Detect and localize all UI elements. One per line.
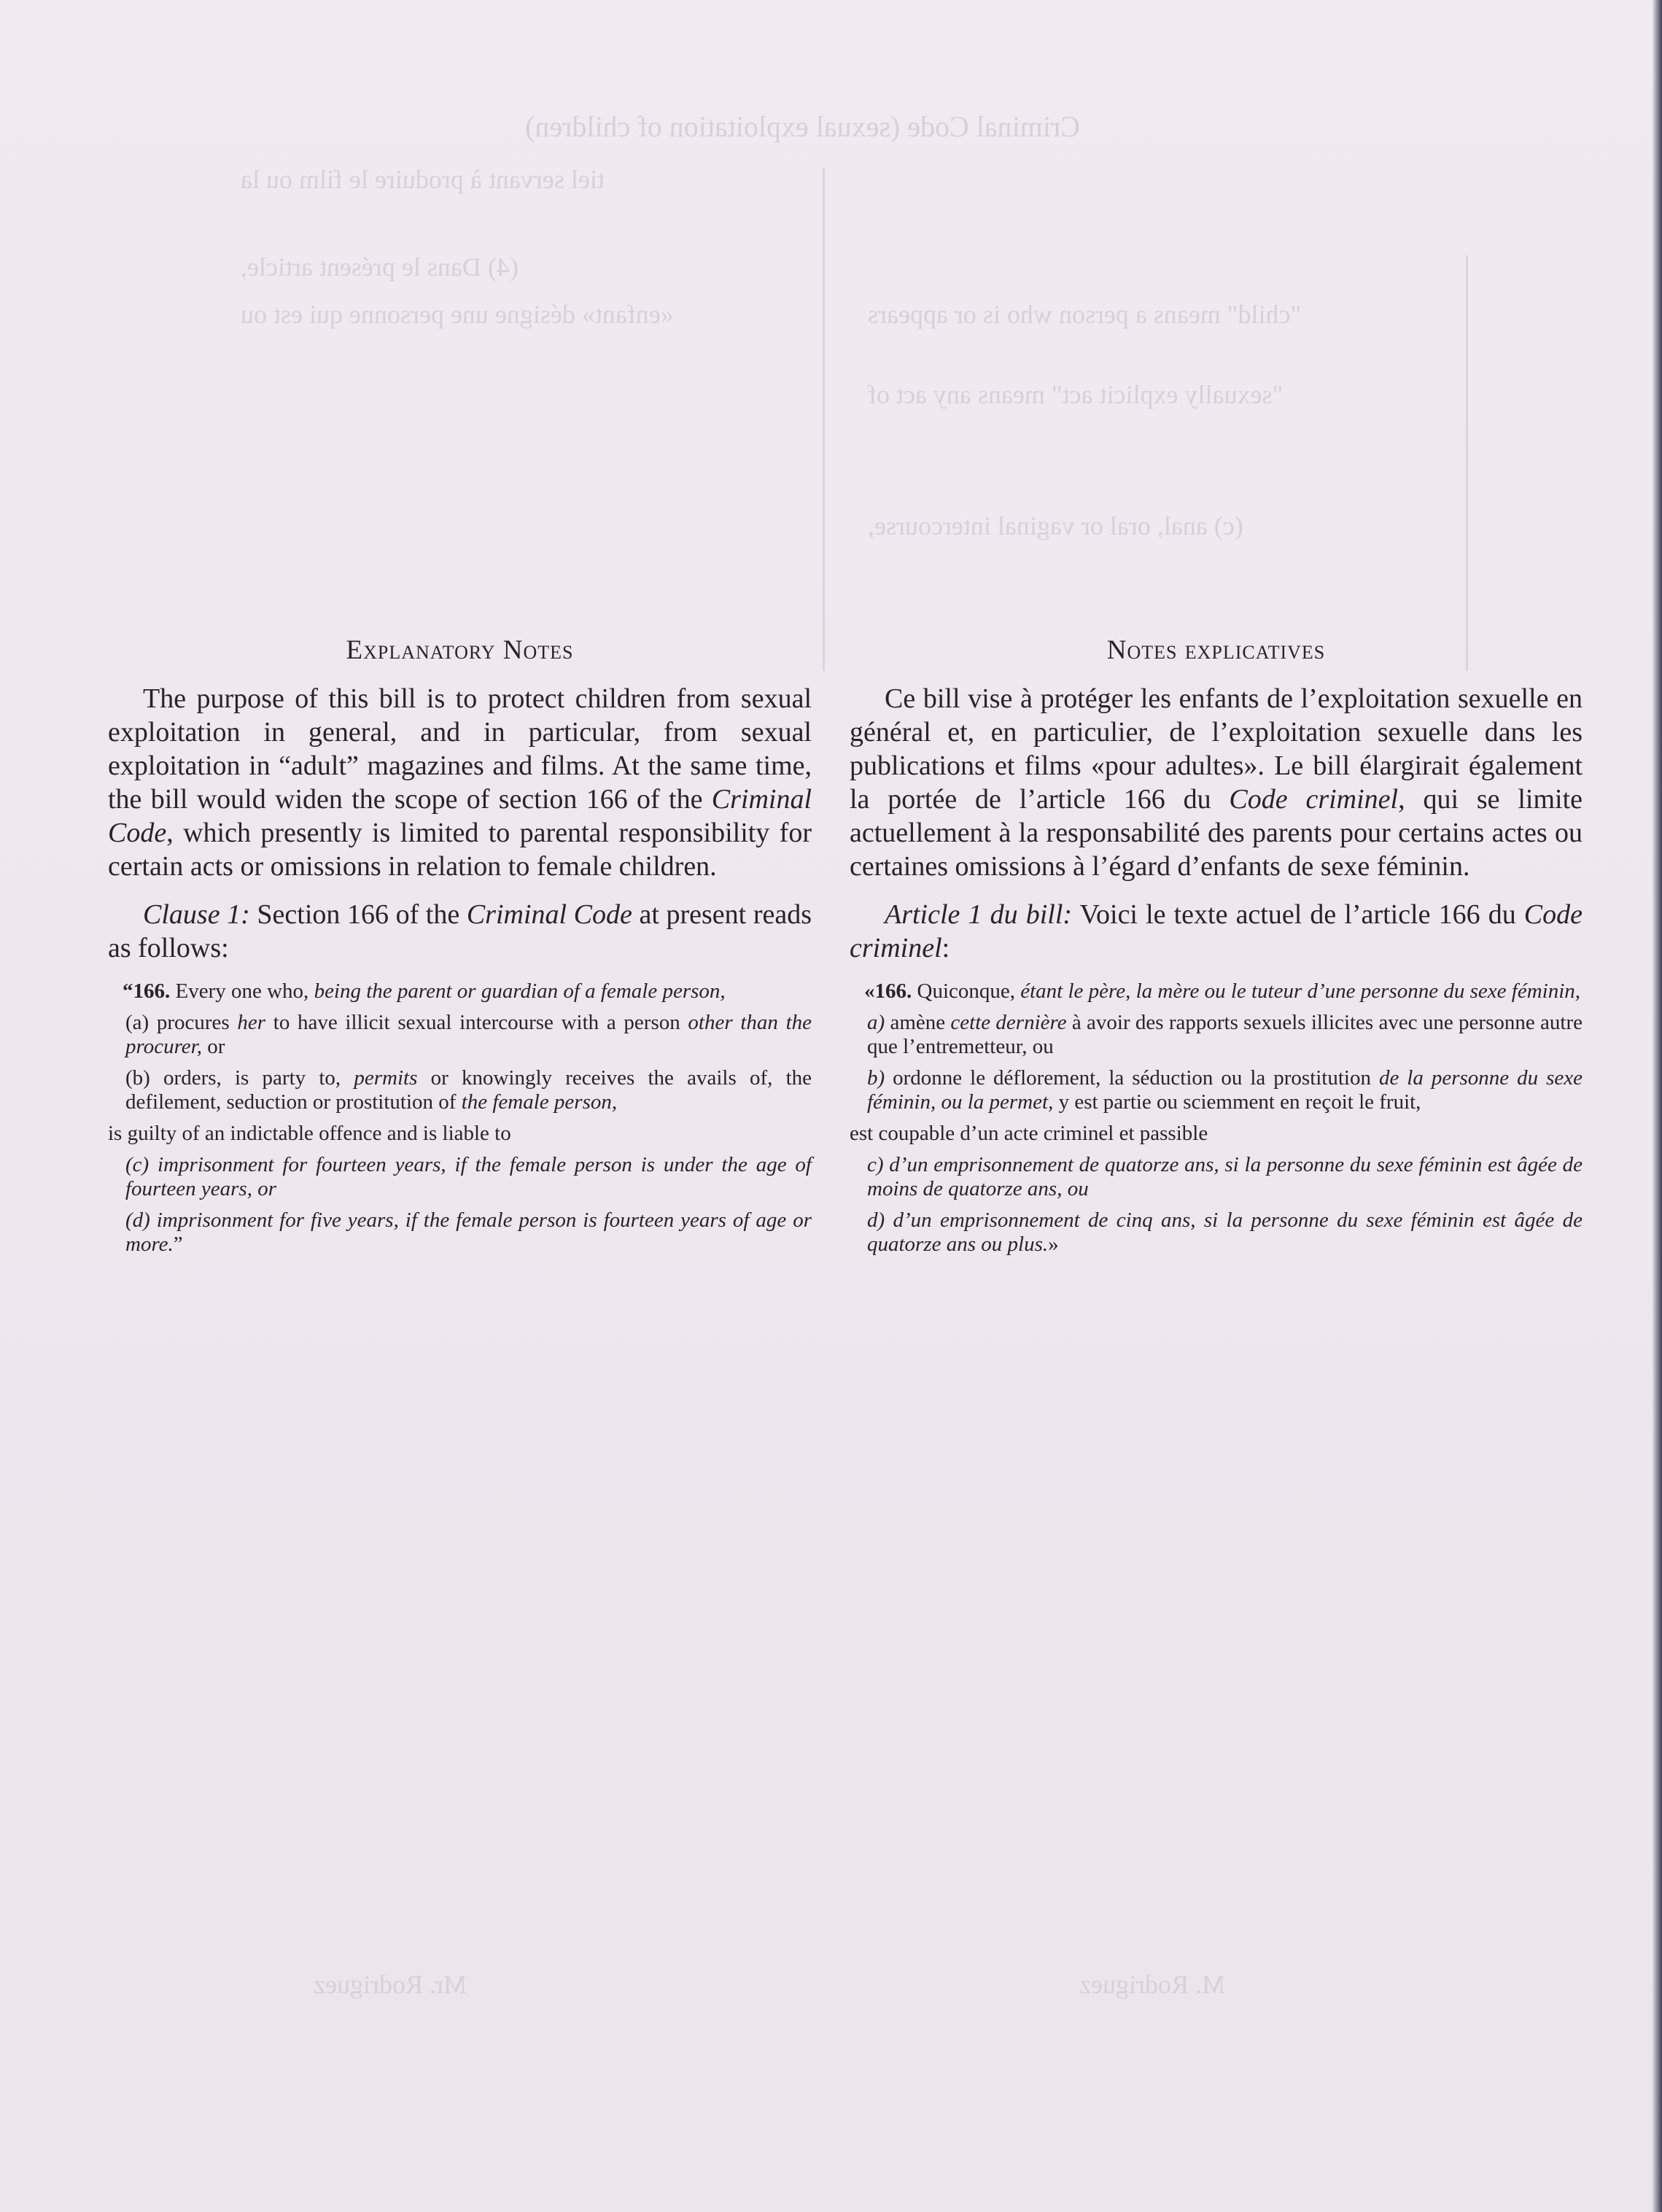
intro-text-end: , which presently is limited to parental responsibility for certain acts or omissions in relation to female children. bbox=[108, 818, 812, 882]
section-number: «166. bbox=[864, 979, 912, 1003]
item-label: b) bbox=[867, 1066, 885, 1090]
bleed-through-decoration bbox=[823, 168, 825, 671]
quote-item-c bbox=[850, 1153, 1583, 1201]
item-label: a) bbox=[867, 1011, 885, 1034]
intro-text: The purpose of this bill is to protect children from sexual exploitation in general, and in particular, from sexual exploitation in “adult” magazines and films. At the same time, the bill would widen the scope of section 166 of the bbox=[108, 683, 812, 815]
quote-item-a bbox=[850, 1011, 1583, 1059]
item-italic: other than the procurer, bbox=[125, 1011, 812, 1058]
item-text: or bbox=[201, 1035, 225, 1058]
bleed-through-decoration: (4) Dans le présent article, bbox=[241, 252, 519, 282]
item-italic: the female person, bbox=[461, 1090, 618, 1114]
closing-quote: » bbox=[1048, 1233, 1059, 1256]
bleed-through-decoration: tiel servant à produire le film ou la bbox=[241, 165, 605, 194]
quoted-section bbox=[108, 979, 812, 1004]
clause-paragraph bbox=[850, 898, 1583, 965]
quote-text: Every one who, bbox=[170, 979, 314, 1003]
quote-item-d bbox=[850, 1208, 1583, 1257]
clause-paragraph bbox=[108, 898, 812, 965]
intro-text-end: , qui se limite actuellement à la responsabilité des parents pour certains actes ou certaines omissions à l’égard d’enfants de sexe féminin. bbox=[850, 784, 1583, 882]
item-text: procures bbox=[149, 1011, 238, 1034]
page-edge-shadow bbox=[1652, 0, 1662, 2212]
clause-text-end: at present reads as follows: bbox=[108, 899, 812, 963]
section-number: “166. bbox=[123, 979, 171, 1003]
bleed-through-decoration: M. Rodriguez bbox=[1079, 1970, 1225, 1999]
quote-item-a bbox=[108, 1011, 812, 1059]
item-italic: (d) imprisonment for five years, if the female person is fourteen years of age or more. bbox=[125, 1208, 812, 1256]
bleed-through-decoration: (c) anal, oral or vaginal intercourse, bbox=[868, 511, 1243, 540]
item-label: (a) bbox=[125, 1011, 149, 1034]
bleed-through-decoration: "child" means a person who is or appears bbox=[868, 300, 1302, 329]
item-label: (b) bbox=[125, 1066, 150, 1090]
bleed-through-decoration: Criminal Code (sexual exploitation of children) bbox=[525, 110, 1080, 143]
clause-text: Section 166 of the bbox=[249, 899, 467, 930]
quote-item-c bbox=[108, 1153, 812, 1201]
intro-text: Ce bill vise à protéger les enfants de l’exploitation sexuelle en général et, en particulier, de l’exploitation sexuelle dans les publications et films «pour adultes». Le bill élargirait également la portée de l’article 166 du bbox=[850, 683, 1583, 815]
quoted-section bbox=[850, 979, 1583, 1004]
clause-italic: Code criminel bbox=[850, 899, 1583, 963]
intro-italic: Criminal Code bbox=[108, 784, 812, 848]
clause-text-end: : bbox=[941, 933, 950, 963]
item-text: orders, is party to, bbox=[149, 1066, 354, 1090]
quote-item-d bbox=[108, 1208, 812, 1257]
quote-italic: étant le père, la mère ou le tuteur d’une personne du sexe féminin, bbox=[1020, 979, 1580, 1003]
item-italic: cette dernière bbox=[950, 1011, 1067, 1034]
bleed-through-decoration bbox=[1466, 255, 1468, 671]
item-italic: d) d’un emprisonnement de cinq ans, si la personne du sexe féminin est âgée de quatorze ans ou plus. bbox=[867, 1208, 1583, 1256]
item-italic: her bbox=[237, 1011, 266, 1034]
section-heading: Notes explicatives bbox=[1106, 635, 1326, 665]
section-heading: Explanatory Notes bbox=[346, 635, 574, 665]
item-italic: de la personne du sexe féminin, ou la permet, bbox=[867, 1066, 1583, 1114]
clause-label: Clause 1: bbox=[143, 899, 250, 930]
quote-item-b bbox=[850, 1066, 1583, 1114]
french-column bbox=[850, 635, 1583, 1264]
bleed-through-decoration: "sexually explicit act" means any act of bbox=[868, 380, 1284, 409]
closing-quote: ” bbox=[173, 1233, 183, 1256]
bleed-through-decoration: «enfant» désigne une personne qui est ou bbox=[241, 300, 674, 329]
quote-guilty-line: is guilty of an indictable offence and is liable to bbox=[108, 1122, 511, 1145]
quote-guilty-line: est coupable d’un acte criminel et passible bbox=[850, 1122, 1208, 1145]
item-text: à avoir des rapports sexuels illicites avec une personne autre que l’entremetteur, ou bbox=[867, 1011, 1583, 1058]
intro-paragraph bbox=[108, 682, 812, 883]
item-italic: (c) imprisonment for fourteen years, if the female person is under the age of fourteen years, or bbox=[125, 1153, 812, 1200]
quote-item-b bbox=[108, 1066, 812, 1114]
item-text: ordonne le déflorement, la séduction ou la prostitution bbox=[885, 1066, 1379, 1090]
item-text: to have illicit sexual intercourse with a person bbox=[265, 1011, 688, 1034]
english-column bbox=[108, 635, 812, 1264]
quote-italic: being the parent or guardian of a female person, bbox=[314, 979, 726, 1003]
intro-italic: Code criminel bbox=[1229, 784, 1399, 815]
item-italic: permits bbox=[354, 1066, 418, 1090]
clause-text: Voici le texte actuel de l’article 166 du bbox=[1072, 899, 1524, 930]
item-italic: c) d’un emprisonnement de quatorze ans, si la personne du sexe féminin est âgée de moins de quatorze ans, ou bbox=[867, 1153, 1583, 1200]
item-text: y est partie ou sciemment en reçoit le fruit, bbox=[1053, 1090, 1421, 1114]
quote-text: Quiconque, bbox=[912, 979, 1021, 1003]
clause-italic: Criminal Code bbox=[466, 899, 632, 930]
bleed-through-decoration: Mr. Rodriguez bbox=[314, 1970, 467, 1999]
item-text: amène bbox=[885, 1011, 951, 1034]
clause-label: Article 1 du bill: bbox=[885, 899, 1073, 930]
intro-paragraph bbox=[850, 682, 1583, 883]
item-text: or knowingly receives the avails of, the defilement, seduction or prostitution of bbox=[125, 1066, 812, 1114]
